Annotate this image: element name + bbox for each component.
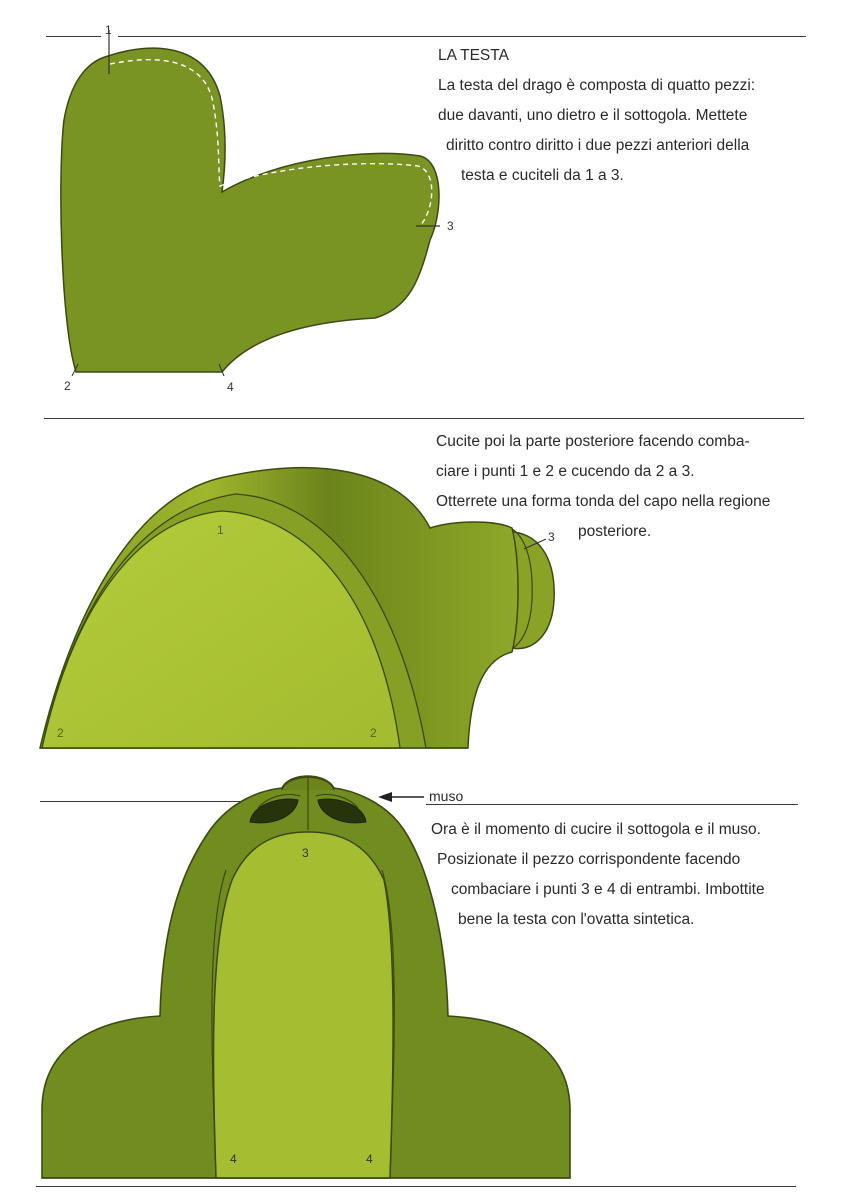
point-label-2: 2 (64, 379, 71, 393)
section1-line: La testa del drago è composta di quatto pezzi: (438, 77, 756, 94)
section1-line: due davanti, uno dietro e il sottogola. Mettete (438, 107, 748, 124)
point-label-1: 1 (105, 23, 112, 37)
section3-line: Posizionate il pezzo corrispondente facendo (437, 851, 741, 868)
section2-line: ciare i punti 1 e 2 e cucendo da 2 a 3. (436, 463, 695, 480)
muso-pointer (378, 788, 463, 804)
section2-line: posteriore. (578, 523, 652, 540)
section3-line: bene la testa con l'ovatta sintetica. (458, 911, 695, 928)
head-front-piece (61, 23, 454, 394)
section3-line: Ora è il momento di cucire il sottogola e il muso. (431, 821, 761, 838)
head-front-view (42, 776, 570, 1178)
point-label-4: 4 (230, 1152, 237, 1166)
section1-line: diritto contro diritto i due pezzi anteriori della (446, 137, 750, 154)
head-back-assembly (40, 468, 555, 748)
point-label-3: 3 (548, 530, 555, 544)
section2-line: Cucite poi la parte posteriore facendo comba- (436, 433, 750, 450)
chin-piece (213, 832, 393, 1178)
point-label-4: 4 (227, 380, 234, 394)
point-label-2: 2 (370, 726, 377, 740)
point-label-3: 3 (302, 846, 309, 860)
section3-line: combaciare i punti 3 e 4 di entrambi. Imbottite (451, 881, 765, 898)
section1-line: testa e cuciteli da 1 a 3. (461, 167, 624, 184)
arrow-head-icon (378, 792, 392, 802)
muso-label: muso (429, 788, 464, 804)
point-label-1: 1 (217, 523, 224, 537)
point-label-4: 4 (366, 1152, 373, 1166)
section1-title: LA TESTA (438, 47, 509, 64)
point-label-3: 3 (447, 219, 454, 233)
point-label-2: 2 (57, 726, 64, 740)
section2-line: Otterrete una forma tonda del capo nella regione (436, 493, 771, 510)
front-piece-shape (61, 48, 439, 372)
